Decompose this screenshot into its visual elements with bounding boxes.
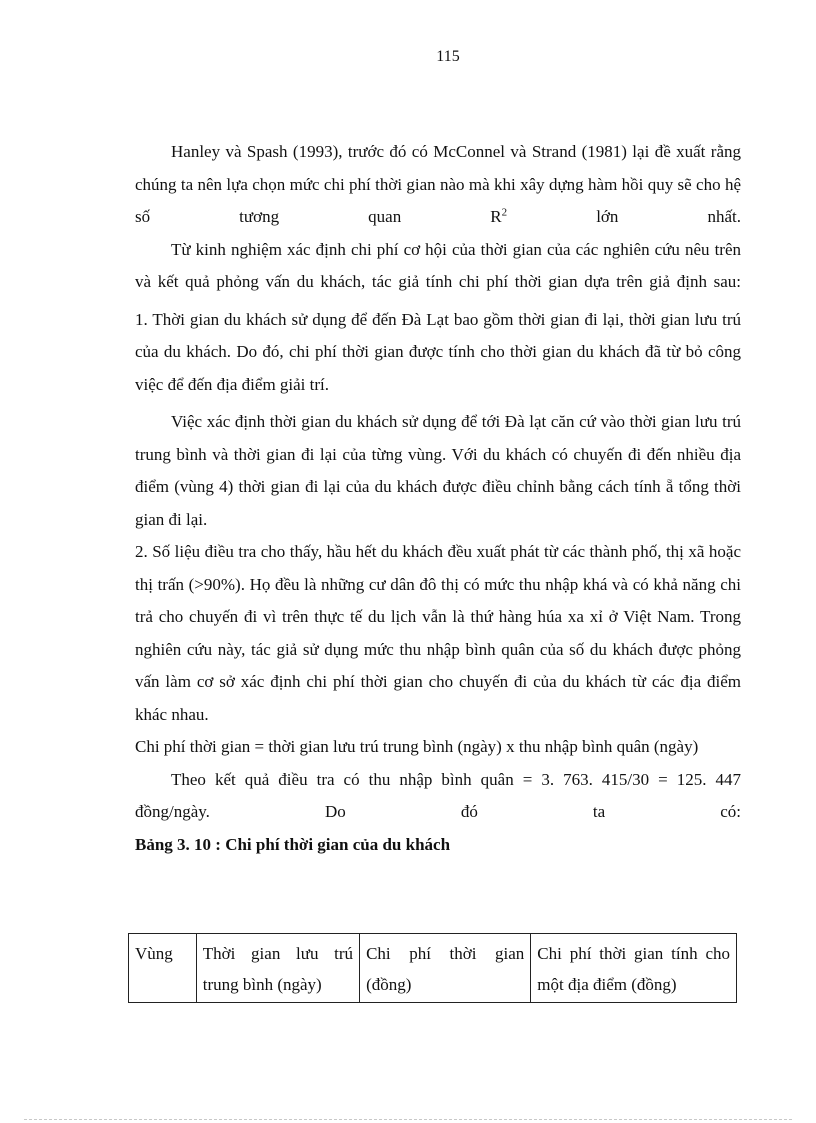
- formula-time-cost: Chi phí thời gian = thời gian lưu trú trung bình (ngày) x thu nhập bình quân (ngày): [135, 737, 699, 756]
- paragraph-literature-tail: lớn nhất.: [507, 207, 741, 226]
- page-number: 115: [436, 48, 460, 65]
- paragraph-travel-time: Việc xác định thời gian du khách sử dụng để tới Đà lạt căn cứ vào thời gian lưu trú trung bình và thời gian đi lại của từng vùng. Với du khách có chuyến đi đến nhiều địa điểm (vùng 4) thời gian đi lại của du khách được điều chỉnh bằng cách tính ẵ tổng thời gian đi lại.: [135, 412, 741, 529]
- paragraph-assumptions-intro: Từ kinh nghiệm xác định chi phí cơ hội của thời gian của các nghiên cứu nêu trên và kết quả phỏng vấn du khách, tác giả tính chi phí thời gian dựa trên giả định sau:: [135, 239, 741, 291]
- table-header-row: [129, 934, 737, 1003]
- r-squared-superscript: 2: [501, 206, 508, 219]
- paragraph-literature-main: Hanley và Spash (1993), trước đó có McConnel và Strand (1981) lại đề xuất rằng chúng ta nên lựa chọn mức chi phí thời gian nào mà khi xây dựng hàm hồi quy sẽ cho hệ số tương quan R: [135, 142, 741, 226]
- table-caption: Bảng 3. 10 : Chi phí thời gian của du khách: [135, 834, 451, 854]
- header-cell-avg-stay: Thời gian lưu trú trung bình (ngày): [196, 934, 359, 1003]
- body-text: [135, 136, 741, 861]
- header-cell-time-cost: Chi phí thời gian (đồng): [360, 934, 531, 1003]
- time-cost-table: [128, 933, 737, 1003]
- page-bottom-divider: [24, 1119, 792, 1120]
- header-cell-time-cost-per-site: Chi phí thời gian tính cho một địa điểm (đồng): [531, 934, 737, 1003]
- header-cell-region: Vùng: [129, 934, 197, 1003]
- paragraph-literature: [135, 136, 741, 234]
- paragraph-average-income: Theo kết quả điều tra có thu nhập bình quân = 3. 763. 415/30 = 125. 447 đồng/ngày. Do đó ta có:: [135, 769, 741, 821]
- paragraph-assumption-2: 2. Số liệu điều tra cho thấy, hầu hết du khách đều xuất phát từ các thành phố, thị xã hoặc thị trấn (>90%). Họ đều là những cư dân đô thị có mức thu nhập khá và có khả năng chi trả cho chuyến đi vì trên thực tế du lịch vẫn là thứ hàng húa xa xỉ ở Việt Nam. Trong nghiên cứu này, tác giả sử dụng mức thu nhập bình quân của số du khách được phỏng vấn làm cơ sở xác định chi phí thời gian cho chuyến đi của du khách từ các địa điểm khác nhau.: [135, 542, 741, 724]
- paragraph-assumption-1: 1. Thời gian du khách sử dụng để đến Đà Lạt bao gồm thời gian đi lại, thời gian lưu trú của du khách. Do đó, chi phí thời gian được tính cho thời gian du khách đã từ bỏ công việc để đến địa điểm giải trí.: [135, 309, 741, 394]
